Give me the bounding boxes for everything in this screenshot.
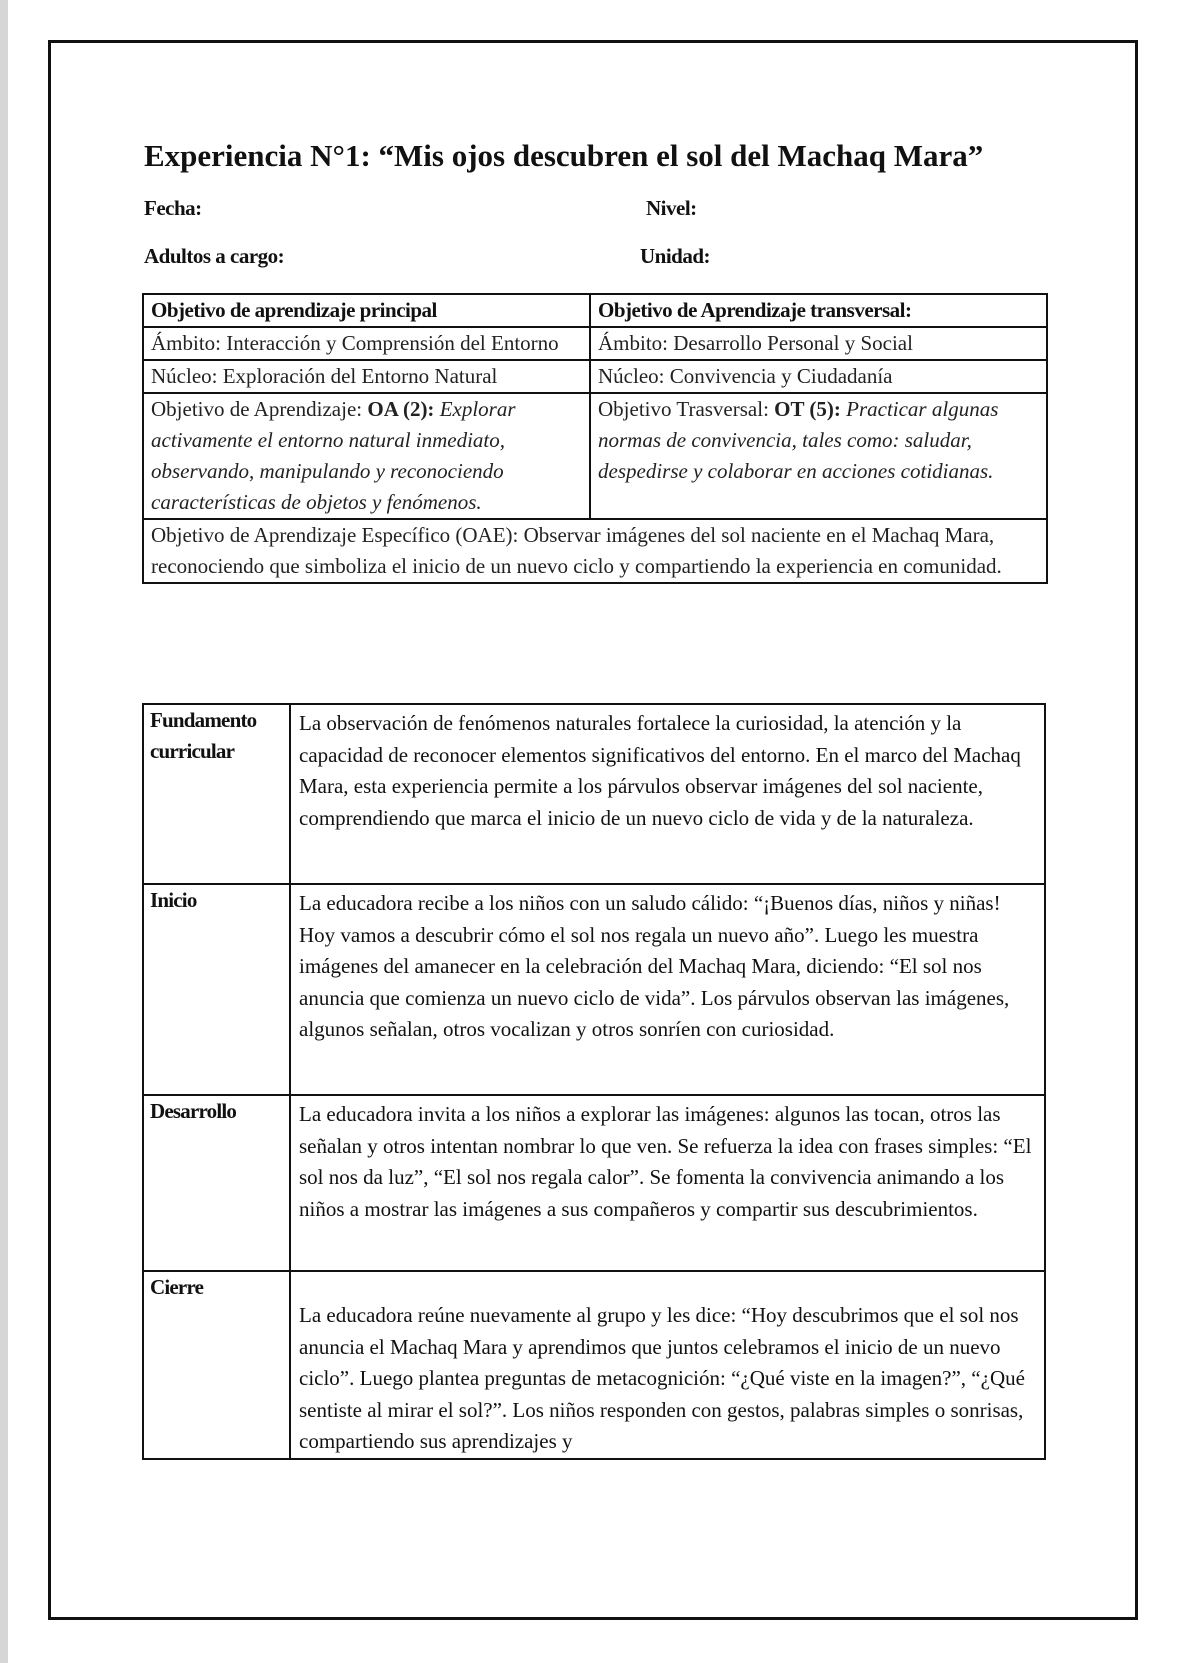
nucleo-main: Núcleo: Exploración del Entorno Natural — [143, 360, 590, 393]
desarrollo-label: Desarrollo — [143, 1095, 290, 1271]
inicio-text: La educadora recibe a los niños con un saludo cálido: “¡Buenos días, niños y niñas! Hoy vamos a descubrir cómo el sol nos regala un nuevo año”. Luego les muestra imágenes del amanecer en la celebración del Machaq Mara, diciendo: “El sol nos anuncia que comienza un nuevo ciclo de vida”. Los párvulos observan las imágenes, algunos señalan, otros vocalizan y otros sonríen con curiosidad. — [290, 884, 1045, 1095]
cierre-row — [143, 1271, 1045, 1459]
transversal-objective-header: Objetivo de Aprendizaje transversal: — [590, 294, 1047, 327]
page-title: Experiencia N°1: “Mis ojos descubren el sol del Machaq Mara” — [144, 138, 984, 173]
ot-code: OT (5): — [774, 397, 841, 421]
desarrollo-text: La educadora invita a los niños a explorar las imágenes: algunos las tocan, otros las señalan y otros intentan nombrar lo que ven. Se refuerza la idea con frases simples: “El sol nos da luz”, “El sol nos regala calor”. Se fomenta la convivencia animando a los niños a mostrar las imágenes a sus compañeros y compartir sus descubrimientos. — [290, 1095, 1045, 1271]
oa-code: OA (2): — [367, 397, 435, 421]
adultos-label: Adultos a cargo: — [144, 244, 285, 268]
objectives-table — [142, 293, 1048, 584]
ot-prefix: Objetivo Trasversal: — [598, 397, 775, 421]
fundamento-label: Fundamento curricular — [143, 704, 290, 884]
oa-row — [143, 393, 1047, 519]
fecha-label: Fecha: — [144, 196, 202, 220]
ambito-main: Ámbito: Interacción y Comprensión del Entorno — [143, 327, 590, 360]
inicio-row — [143, 884, 1045, 1095]
ambito-row — [143, 327, 1047, 360]
sections-table — [142, 703, 1046, 1460]
nucleo-row — [143, 360, 1047, 393]
oa-cell — [143, 393, 590, 519]
ot-cell — [590, 393, 1047, 519]
inicio-label: Inicio — [143, 884, 290, 1095]
oae-cell: Objetivo de Aprendizaje Específico (OAE): Observar imágenes del sol naciente en el Machaq Mara, reconociendo que simboliza el inicio de un nuevo ciclo y compartiendo la experiencia en comunidad. — [143, 519, 1047, 583]
oa-text: Explorar activamente el entorno natural inmediato, observando, manipulando y reconociendo características de objetos y fenómenos. — [151, 397, 516, 514]
ot-text: Practicar algunas normas de convivencia, tales como: saludar, despedirse y colaborar en acciones cotidianas. — [598, 397, 999, 483]
fundamento-text: La observación de fenómenos naturales fortalece la curiosidad, la atención y la capacidad de reconocer elementos significativos del entorno. En el marco del Machaq Mara, esta experiencia permite a los párvulos observar imágenes del sol naciente, comprendiendo que marca el inicio de un nuevo ciclo de vida y de la naturaleza. — [290, 704, 1045, 884]
oa-prefix: Objetivo de Aprendizaje: — [151, 397, 368, 421]
ambito-transversal: Ámbito: Desarrollo Personal y Social — [590, 327, 1047, 360]
cierre-label: Cierre — [143, 1271, 290, 1459]
nivel-label: Nivel: — [646, 196, 697, 220]
desarrollo-row — [143, 1095, 1045, 1271]
oae-row — [143, 519, 1047, 583]
unidad-label: Unidad: — [640, 244, 711, 268]
cierre-text: La educadora reúne nuevamente al grupo y les dice: “Hoy descubrimos que el sol nos anuncia el Machaq Mara y aprendimos que juntos celebramos el inicio de un nuevo ciclo”. Luego plantea preguntas de metacognición: “¿Qué viste en la imagen?”, “¿Qué sentiste al mirar el sol?”. Los niños responden con gestos, palabras simples o sonrisas, compartiendo sus aprendizajes y — [290, 1271, 1045, 1459]
main-objective-header: Objetivo de aprendizaje principal — [143, 294, 590, 327]
fundamento-row — [143, 704, 1045, 884]
objectives-header-row — [143, 294, 1047, 327]
nucleo-transversal: Núcleo: Convivencia y Ciudadanía — [590, 360, 1047, 393]
page-edge-strip — [0, 0, 8, 1663]
